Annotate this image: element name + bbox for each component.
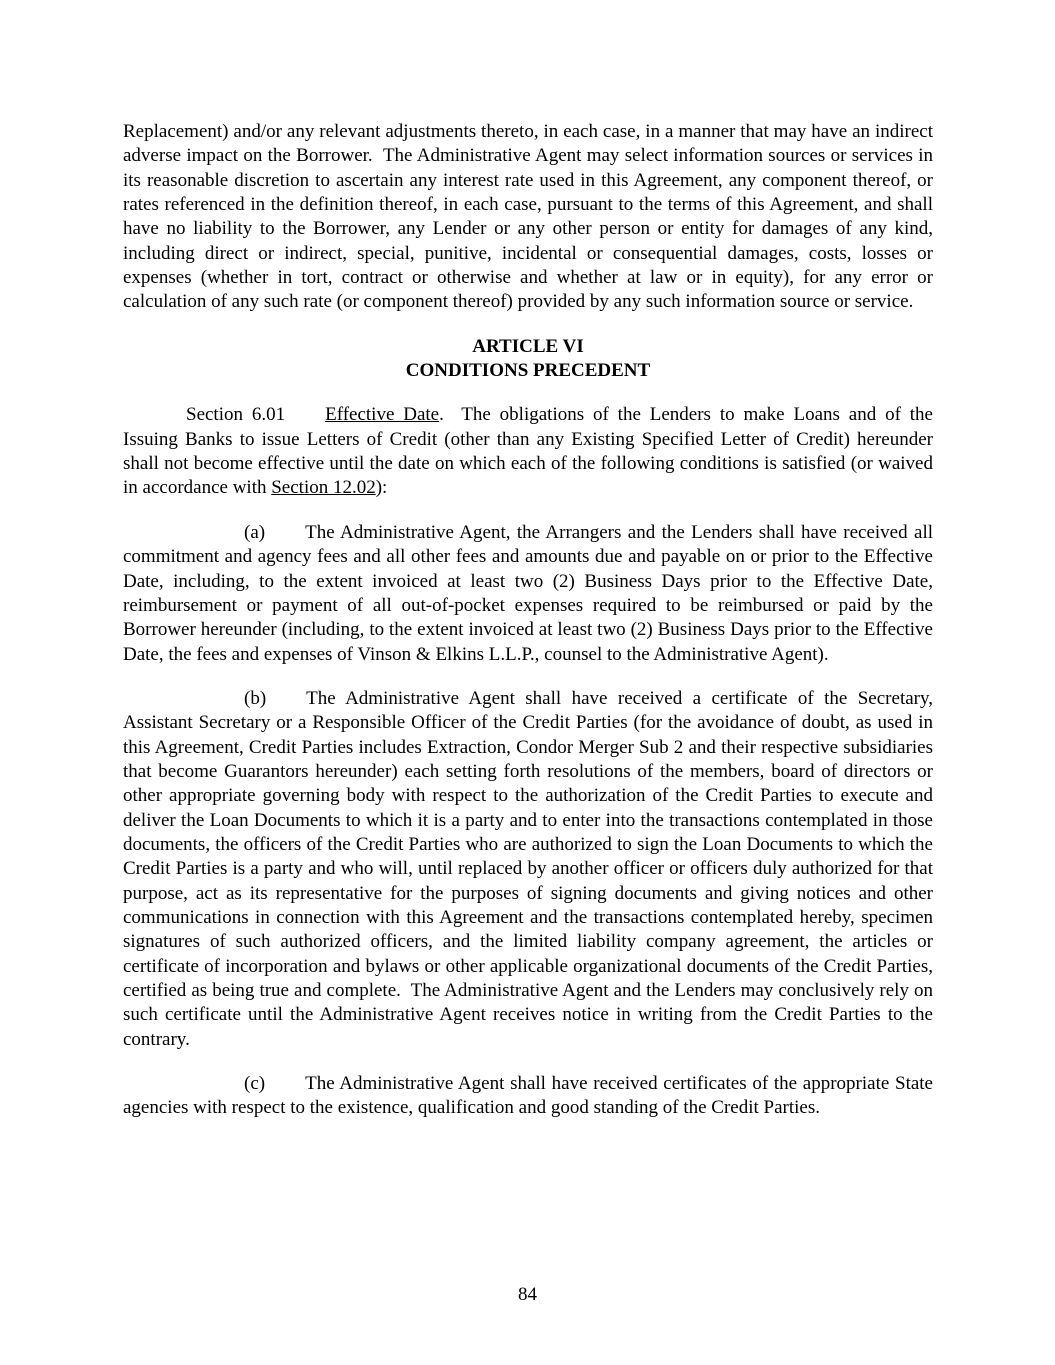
text-run: ):	[375, 477, 388, 499]
text-run: Section 6.01	[186, 404, 286, 426]
clause-a-paragraph	[123, 521, 933, 667]
text-run: The Administrative Agent shall have received certificates of the appropriate State agencies with respect to the existence, qualification and good standing of the Credit Parties.	[123, 1073, 933, 1119]
text-run: (c)	[244, 1073, 266, 1095]
article-heading	[123, 335, 933, 384]
page-number: 84	[518, 1283, 537, 1305]
text-run: The Administrative Agent shall have received a certificate of the Secretary, Assistant Secretary or a Responsible Officer of the Credit Parties (for the avoidance of doubt, as used in this Agreement, Credit Parties includes Extraction, Condor Merger Sub 2 and their respective subsidiaries that become Guarantors hereunder) each setting forth resolutions of the members, board of directors or other appropriate governing body with respect to the authorization of the Credit Parties to execute and deliver the Loan Documents to which it is a party and to enter into the transactions contemplated in those documents, the officers of the Credit Parties who are authorized to sign the Loan Documents to which the Credit Parties is a party and who will, until replaced by another officer or officers duly authorized for that purpose, act as its representative for the purposes of signing documents and giving notices and other communications in connection with this Agreement and the transactions contemplated hereby, specimen signatures of such authorized officers, and the limited liability company agreement, the articles or certificate of incorporation and bylaws or other applicable organizational documents of the Credit Parties, certified as being true and complete. The Administrative Agent and the Lenders may conclusively rely on such certificate until the Administrative Agent receives notice in writing from the Credit Parties to the contrary.	[123, 687, 933, 1050]
clause-b-paragraph	[123, 687, 933, 1052]
text-run: (a)	[244, 521, 266, 543]
clause-c-paragraph	[123, 1072, 933, 1121]
text-run: The Administrative Agent, the Arrangers and the Lenders shall have received all commitment and agency fees and all other fees and amounts due and payable on or prior to the Effective Date, including, to the extent invoiced at least two (2) Business Days prior to the Effective Date, reimbursement or payment of all out-of-pocket expenses required to be reimbursed or paid by the Borrower hereunder (including, to the extent invoiced at least two (2) Business Days prior to the Effective Date, the fees and expenses of Vinson & Elkins L.L.P., counsel to the Administrative Agent).	[123, 521, 933, 665]
article-number: ARTICLE VI	[472, 335, 584, 357]
underlined-reference: Section 12.02	[271, 477, 376, 499]
text-run: Replacement) and/or any relevant adjustments thereto, in each case, in a manner that may have an indirect adverse impact on the Borrower. The Administrative Agent may select information sources or services in its reasonable discretion to ascertain any interest rate used in this Agreement, any component thereof, or rates referenced in the definition thereof, in each case, pursuant to the terms of this Agreement, and shall have no liability to the Borrower, any Lender or any other person or entity for damages of any kind, including direct or indirect, special, punitive, incidental or consequential damages, costs, losses or expenses (whether in tort, contract or otherwise and whether at law or in equity), for any error or calculation of any such rate (or component thereof) provided by any such information source or service.	[123, 121, 933, 313]
underlined-reference: Effective Date	[325, 404, 440, 426]
continuation-paragraph	[123, 120, 933, 315]
text-run: (b)	[244, 687, 267, 709]
section-601-paragraph	[123, 403, 933, 500]
text-run: . The obligations of the Lenders to make Loans and of the Issuing Banks to issue Letters of Credit (other than any Existing Specified Letter of Credit) hereunder shall not become effective until the date on which each of the following conditions is satisfied (or waived in accordance with	[123, 404, 933, 499]
article-title: CONDITIONS PRECEDENT	[405, 360, 651, 382]
